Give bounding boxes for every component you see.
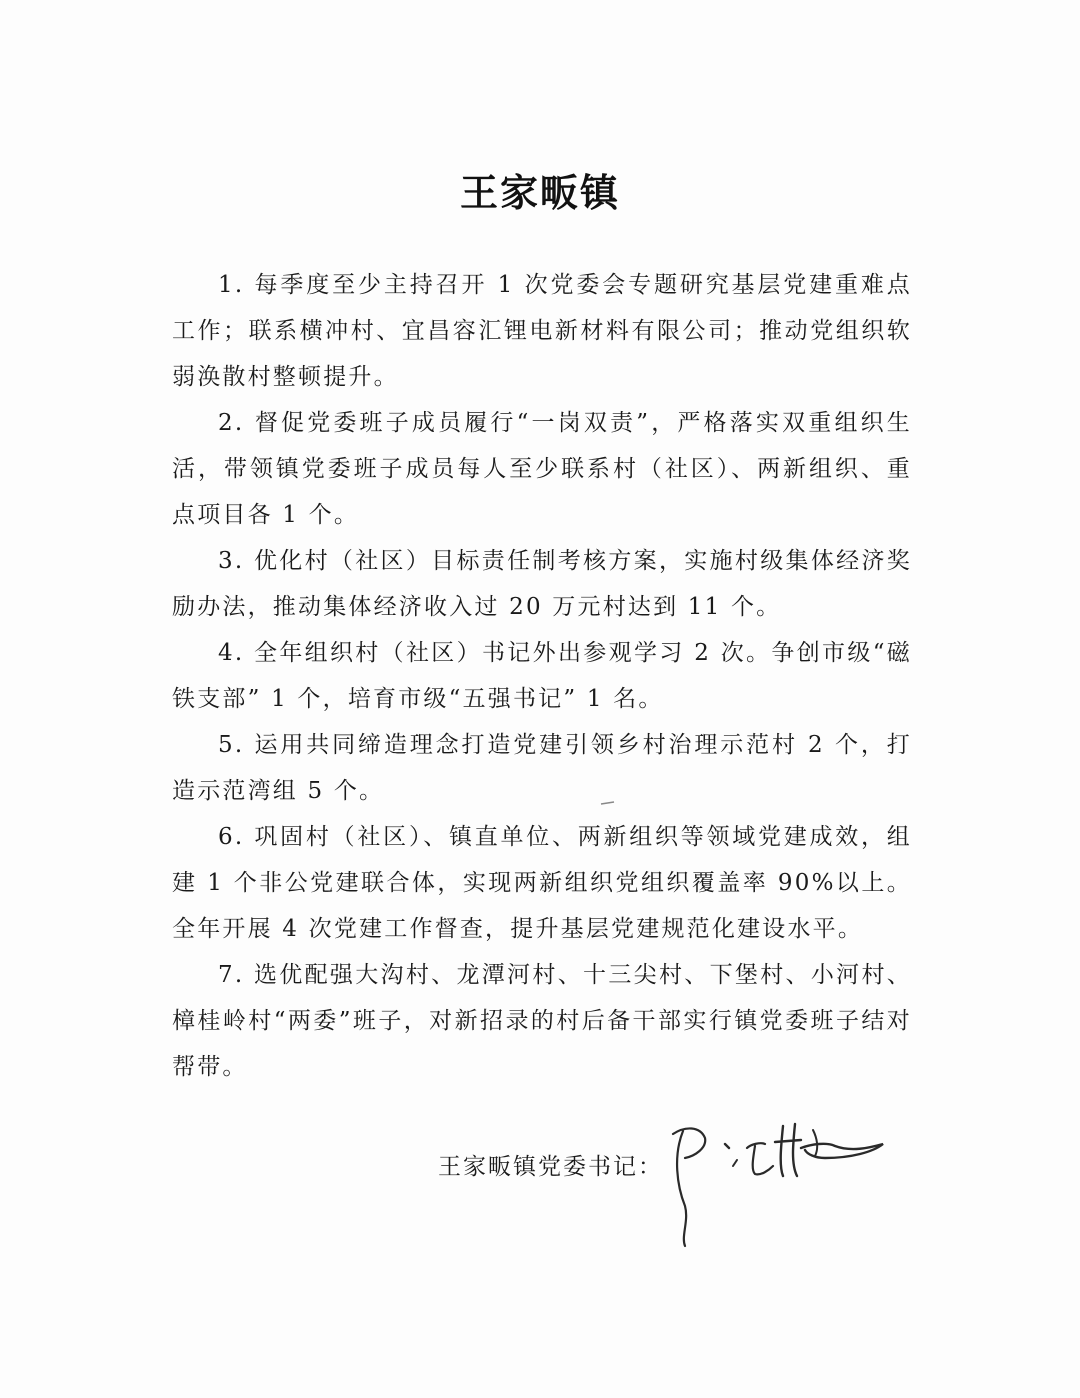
paragraph-3: 3. 优化村（社区）目标责任制考核方案，实施村级集体经济奖励办法，推动集体经济收入过 20 万元村达到 11 个。 [172, 548, 912, 620]
document-title: 王家畈镇 [459, 171, 620, 215]
document-body [172, 262, 912, 1090]
signature-label: 王家畈镇党委书记： [438, 1154, 663, 1180]
paragraph-7: 7. 选优配强大沟村、龙潭河村、十三尖村、下堡村、小河村、樟桂岭村“两委”班子，对新招录的村后备干部实行镇党委班子结对帮带。 [172, 962, 912, 1080]
signature-line [438, 1148, 663, 1181]
paragraph-2: 2. 督促党委班子成员履行“一岗双责”，严格落实双重组织生活，带领镇党委班子成员每人至少联系村（社区）、两新组织、重点项目各 1 个。 [172, 410, 912, 528]
handwritten-signature [655, 1086, 895, 1256]
paragraph-6: 6. 巩固村（社区）、镇直单位、两新组织等领域党建成效，组建 1 个非公党建联合体，实现两新组织党组织覆盖率 90%以上。全年开展 4 次党建工作督查，提升基层党建规范化建设水平。 [172, 824, 912, 942]
paragraph-4: 4. 全年组织村（社区）书记外出参观学习 2 次。争创市级“磁铁支部” 1 个，培育市级“五强书记” 1 名。 [172, 640, 912, 712]
paragraph-5: 5. 运用共同缔造理念打造党建引领乡村治理示范村 2 个，打造示范湾组 5 个。 [172, 732, 912, 804]
scan-mark [600, 800, 616, 806]
paragraph-1: 1. 每季度至少主持召开 1 次党委会专题研究基层党建重难点工作；联系横冲村、宜昌容汇锂电新材料有限公司；推动党组织软弱涣散村整顿提升。 [172, 272, 912, 390]
